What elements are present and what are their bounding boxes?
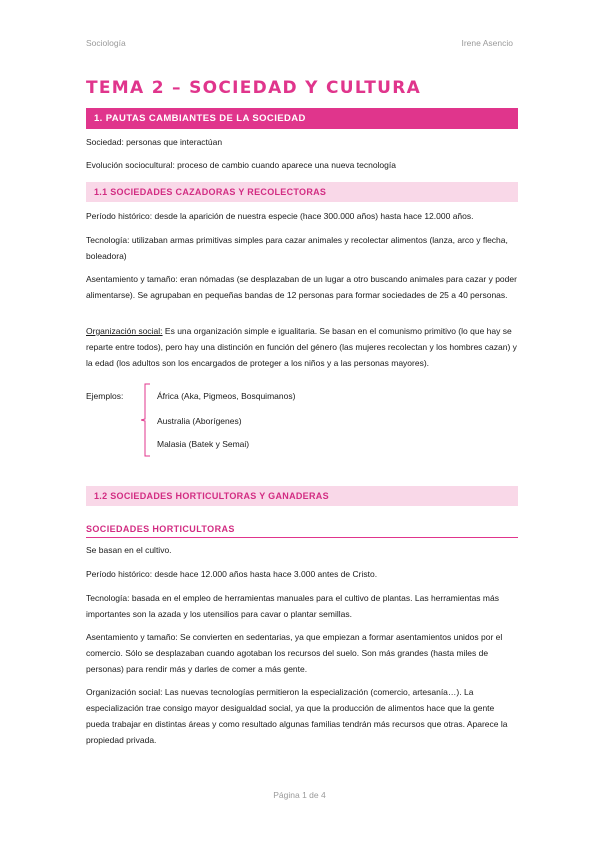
subsection-heading: SOCIEDADES HORTICULTORAS (86, 524, 518, 538)
example-item: Australia (Aborígenes) (157, 416, 242, 426)
organizacion-paragraph (86, 323, 518, 371)
brace-icon (141, 383, 151, 457)
header-author: Irene Asencio (461, 38, 513, 48)
header-subject: Sociología (86, 38, 126, 48)
definition-sociedad: Sociedad: personas que interactúan (86, 137, 223, 147)
asentamiento-paragraph: Asentamiento y tamaño: eran nómadas (se desplazaban de un lugar a otro buscando animales para cazar y poder alimentarse). Se agrupaban en pequeñas bandas de 12 personas para formar sociedades de 25 a 40 personas. (86, 274, 517, 300)
asentamiento-paragraph: Asentamiento y tamaño: Se convierten en sedentarias, ya que empiezan a formar asentamientos unidos por el comercio. Sólo se desplazaban cuando agotaban los recursos del suelo. Son más grandes (hasta miles de personas) para rendir más y darles de comer a más gente. (86, 632, 503, 674)
section-1-2-heading: 1.2 SOCIEDADES HORTICULTORAS Y GANADERAS (86, 486, 518, 506)
section-1-1-heading: 1.1 SOCIEDADES CAZADORAS Y RECOLECTORAS (86, 182, 518, 202)
page-title: TEMA 2 – SOCIEDAD Y CULTURA (86, 78, 422, 98)
organizacion-paragraph: Organización social: Las nuevas tecnologías permitieron la especialización (comercio, artesanía…). La especialización trae consigo mayor desigualdad social, ya que la producción de alimentos hace que la gente pueda trabajar en distintas áreas y como resultado algunas familias tendrán más recursos que otras. Aparece la propiedad privada. (86, 687, 508, 745)
page-number: Página 1 de 4 (273, 790, 326, 800)
periodo-paragraph: Período histórico: desde hace 12.000 años hasta hace 3.000 antes de Cristo. (86, 569, 378, 579)
definition-evolucion: Evolución sociocultural: proceso de cambio cuando aparece una nueva tecnología (86, 160, 396, 170)
periodo-paragraph: Período histórico: desde la aparición de nuestra especie (hace 300.000 años) hasta hace 12.000 años. (86, 211, 474, 221)
example-item: África (Aka, Pigmeos, Bosquimanos) (157, 391, 296, 401)
organizacion-text: Es una organización simple e igualitaria. Se basan en el comunismo primitivo (lo que hay se reparte entre todos), pero hay una distinción en función del género (las mujeres recolectan y los hombres cazan) y la edad (los adultos son los encargados de proteger a los niños y a las personas mayores). (86, 326, 517, 368)
ejemplos-label: Ejemplos: (86, 391, 124, 401)
tecnologia-paragraph: Tecnología: basada en el empleo de herramientas manuales para el cultivo de plantas. Las herramientas más importantes son la azada y los utensilios para cavar o plantar semillas. (86, 593, 499, 619)
tecnologia-paragraph: Tecnología: utilizaban armas primitivas simples para cazar animales y recolectar alimentos (lanza, arco y flecha, boleadora) (86, 235, 508, 261)
organizacion-label: Organización social: (86, 326, 163, 336)
example-item: Malasia (Batek y Semai) (157, 439, 250, 449)
intro-paragraph: Se basan en el cultivo. (86, 545, 172, 555)
section-1-heading: 1. PAUTAS CAMBIANTES DE LA SOCIEDAD (86, 108, 518, 129)
